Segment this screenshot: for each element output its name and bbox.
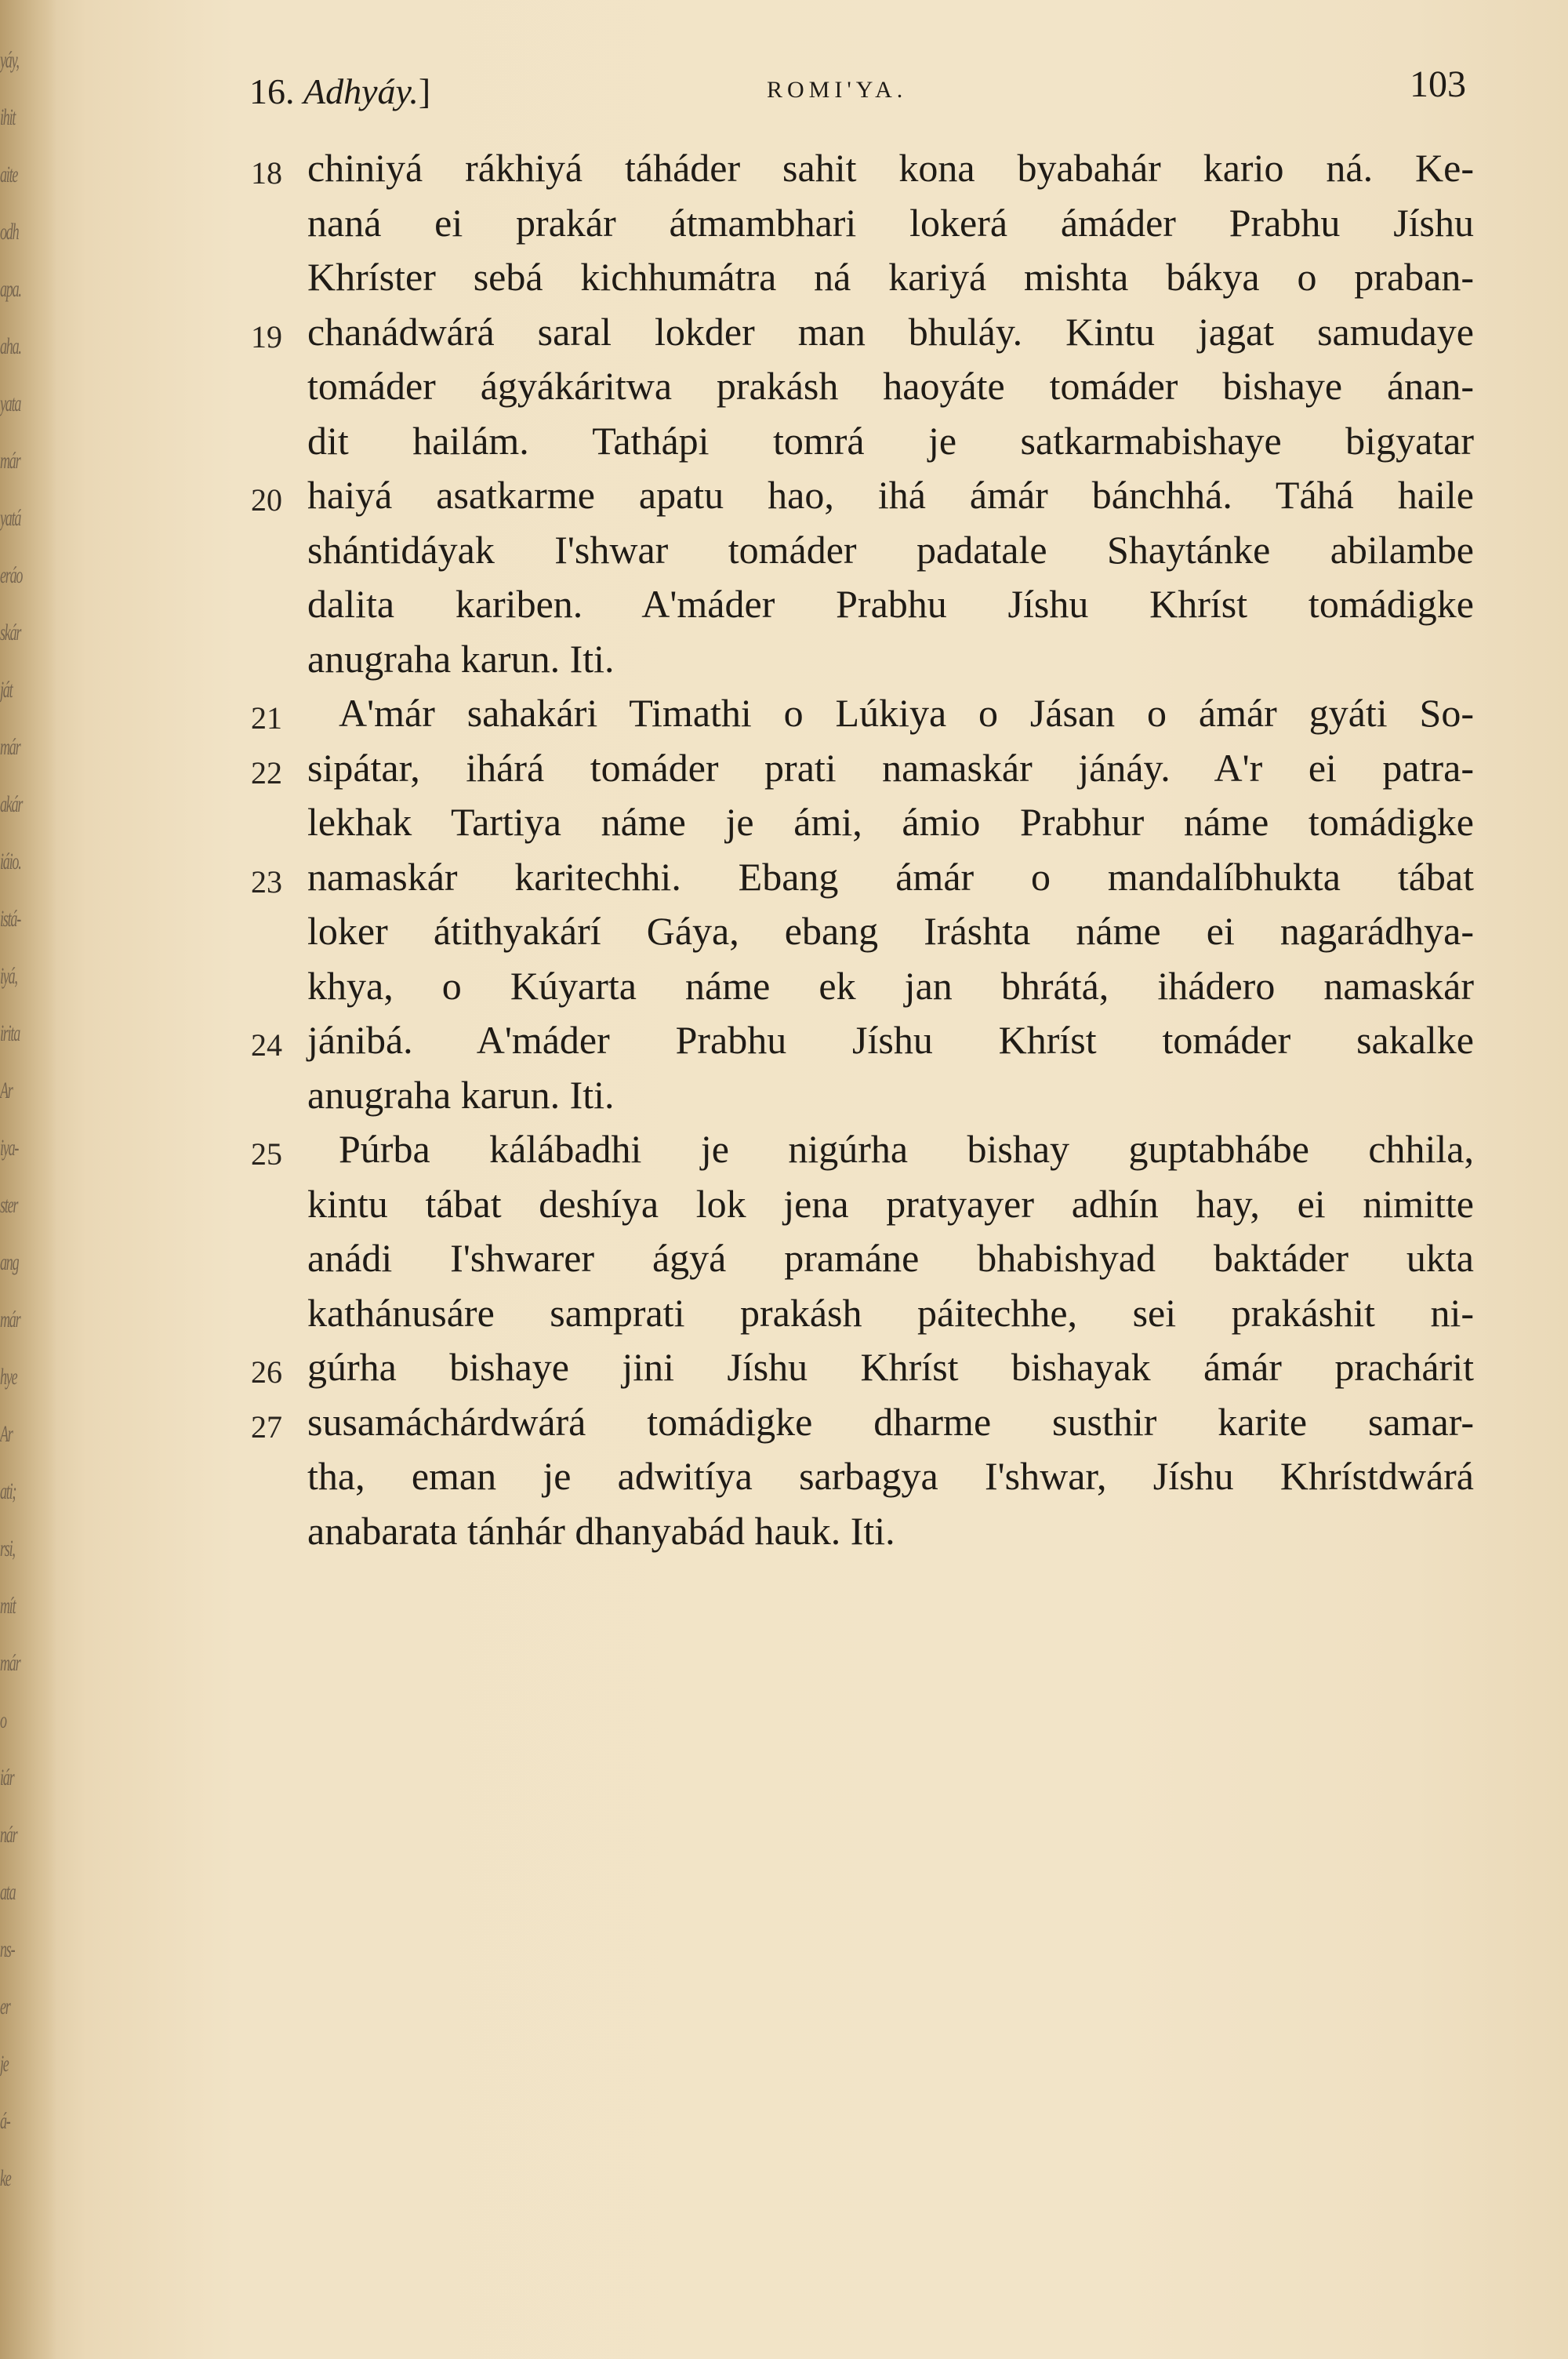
facing-page-fragment: aha. bbox=[0, 333, 21, 359]
facing-page-fragment: iáio. bbox=[0, 849, 21, 874]
text-line bbox=[251, 850, 1474, 905]
facing-page-fragment: o bbox=[0, 1707, 6, 1733]
facing-page-fragment: yatá bbox=[0, 505, 21, 531]
facing-page-fragment: ang bbox=[0, 1249, 19, 1275]
verse-number: 22 bbox=[251, 754, 282, 791]
line-text: tha, eman je adwitíya sarbagya I'shwar, Jíshu Khrístdwárá bbox=[307, 1454, 1474, 1498]
line-text: chanádwárá saral lokder man bhuláy. Kintu jagat samudaye bbox=[307, 309, 1474, 354]
body-text bbox=[251, 141, 1474, 1558]
line-text: Púrba kálábadhi je nigúrha bishay guptabhábe chhila, bbox=[339, 1127, 1474, 1171]
verse-number: 26 bbox=[251, 1354, 282, 1390]
text-line bbox=[251, 1122, 1474, 1177]
text-line bbox=[251, 741, 1474, 796]
text-line bbox=[251, 468, 1474, 523]
page-number: 103 bbox=[1410, 64, 1466, 105]
line-text: A'már sahakári Timathi o Lúkiya o Jásan o ámár gyáti So- bbox=[339, 691, 1474, 735]
verse-number: 19 bbox=[251, 318, 282, 354]
facing-page-fragment: ns- bbox=[0, 1936, 15, 1962]
facing-page-fragment: már bbox=[0, 1307, 20, 1332]
facing-page-fragment: ster bbox=[0, 1192, 18, 1218]
line-text: sipátar, ihárá tomáder prati namaskár jánáy. A'r ei patra- bbox=[307, 745, 1474, 790]
line-text: gúrha bishaye jini Jíshu Khríst bishayak ámár prachárit bbox=[307, 1345, 1474, 1389]
facing-page-fragment: yáy, bbox=[0, 47, 19, 73]
facing-page-fragment: már bbox=[0, 448, 20, 474]
facing-page-fragment: ihit bbox=[0, 104, 16, 130]
facing-page-fragment: irita bbox=[0, 1020, 20, 1046]
text-line bbox=[251, 196, 1474, 251]
facing-page-fragment: aite bbox=[0, 162, 18, 187]
text-line bbox=[251, 250, 1474, 305]
text-line bbox=[251, 1395, 1474, 1450]
text-line bbox=[251, 795, 1474, 850]
line-text: anugraha karun. Iti. bbox=[307, 636, 615, 681]
text-line bbox=[251, 523, 1474, 578]
facing-page-fragment: ati; bbox=[0, 1478, 16, 1504]
verse-number: 23 bbox=[251, 863, 282, 900]
line-text: kintu tábat deshíya lok jena pratyayer adhín hay, ei nimitte bbox=[307, 1181, 1474, 1226]
facing-page-fragment: hye bbox=[0, 1364, 17, 1390]
text-line bbox=[251, 359, 1474, 414]
facing-page-fragment: iyá, bbox=[0, 963, 17, 989]
facing-page-fragment: á- bbox=[0, 2108, 10, 2134]
line-text: jánibá. A'máder Prabhu Jíshu Khríst tomáder sakalke bbox=[307, 1018, 1474, 1062]
verse-number: 21 bbox=[251, 700, 282, 736]
facing-page-fragment: er bbox=[0, 1994, 10, 2019]
line-text: susamáchárdwárá tomádigke dharme susthir karite samar- bbox=[307, 1399, 1474, 1444]
text-line bbox=[251, 1286, 1474, 1341]
text-line bbox=[251, 1231, 1474, 1286]
running-header bbox=[249, 63, 1466, 125]
text-line bbox=[251, 1340, 1474, 1395]
facing-page-fragment: iya- bbox=[0, 1135, 19, 1161]
facing-page-fragment: már bbox=[0, 734, 20, 760]
facing-page-fragment: akár bbox=[0, 791, 23, 817]
text-line bbox=[251, 577, 1474, 632]
facing-page-fragment: je bbox=[0, 2051, 9, 2077]
line-text: naná ei prakár átmambhari lokerá ámáder Prabhu Jíshu bbox=[307, 200, 1474, 245]
facing-page-edge bbox=[0, 0, 56, 2359]
text-line bbox=[251, 305, 1474, 360]
text-line bbox=[251, 1177, 1474, 1232]
facing-page-fragment: iár bbox=[0, 1765, 14, 1790]
running-title: ROMI'YA. bbox=[767, 77, 908, 103]
facing-page-fragment: mít bbox=[0, 1593, 16, 1619]
facing-page-fragment: yata bbox=[0, 391, 21, 416]
facing-page-fragment: eráo bbox=[0, 562, 23, 588]
text-line bbox=[251, 959, 1474, 1014]
line-text: anugraha karun. Iti. bbox=[307, 1072, 615, 1117]
line-text: kathánusáre samprati prakásh páitechhe, sei prakáshit ni- bbox=[307, 1290, 1474, 1335]
facing-page-fragment: nár bbox=[0, 1822, 17, 1848]
line-text: anabarata tánhár dhanyabád hauk. Iti. bbox=[307, 1508, 895, 1553]
text-line bbox=[251, 1013, 1474, 1068]
text-line bbox=[251, 141, 1474, 196]
verse-number: 20 bbox=[251, 482, 282, 518]
text-line bbox=[251, 904, 1474, 959]
line-text: chiniyá rákhiyá táháder sahit kona byabahár kario ná. Ke- bbox=[307, 146, 1474, 190]
verse-number: 18 bbox=[251, 155, 282, 191]
verse-number: 25 bbox=[251, 1136, 282, 1172]
line-text: dit hailám. Tathápi tomrá je satkarmabishaye bigyatar bbox=[307, 418, 1474, 463]
chapter-heading bbox=[249, 71, 430, 112]
text-line bbox=[251, 1504, 1474, 1559]
line-text: haiyá asatkarme apatu hao, ihá ámár bánchhá. Táhá haile bbox=[307, 473, 1474, 517]
verse-number: 24 bbox=[251, 1027, 282, 1063]
chapter-bracket: ] bbox=[418, 71, 431, 111]
line-text: tomáder ágyákáritwa prakásh haoyáte tomáder bishaye ánan- bbox=[307, 364, 1474, 408]
facing-page-fragment: skár bbox=[0, 620, 21, 645]
line-text: loker átithyakárí Gáya, ebang Iráshta náme ei nagarádhya- bbox=[307, 909, 1474, 953]
line-text: khya, o Kúyarta náme ek jan bhrátá, ihádero namaskár bbox=[307, 963, 1474, 1008]
facing-page-fragment: ját bbox=[0, 677, 13, 703]
verse-number: 27 bbox=[251, 1408, 282, 1445]
line-text: shántidáyak I'shwar tomáder padatale Shaytánke abilambe bbox=[307, 527, 1474, 572]
line-text: namaskár karitechhi. Ebang ámár o mandalíbhukta tábat bbox=[307, 854, 1474, 899]
text-line bbox=[251, 1449, 1474, 1504]
line-text: anádi I'shwarer ágyá pramáne bhabishyad baktáder ukta bbox=[307, 1236, 1474, 1280]
text-line bbox=[251, 686, 1474, 741]
facing-page-fragment: odh bbox=[0, 219, 19, 245]
facing-page-fragment: istá- bbox=[0, 906, 21, 932]
facing-page-fragment: Ar bbox=[0, 1421, 13, 1447]
text-line bbox=[251, 1068, 1474, 1123]
chapter-number: 16. bbox=[249, 71, 295, 111]
facing-page-fragment: Ar bbox=[0, 1078, 13, 1103]
chapter-word: Adhyáy. bbox=[303, 71, 419, 111]
facing-page-fragment: már bbox=[0, 1650, 20, 1676]
facing-page-fragment: ke bbox=[0, 2165, 11, 2191]
facing-page-fragment: ata bbox=[0, 1879, 16, 1905]
line-text: lekhak Tartiya náme je ámi, ámio Prabhur náme tomádigke bbox=[307, 800, 1474, 844]
facing-page-fragment: apa. bbox=[0, 276, 21, 302]
line-text: Khríster sebá kichhumátra ná kariyá mishta bákya o praban- bbox=[307, 255, 1474, 299]
text-line bbox=[251, 414, 1474, 469]
text-line bbox=[251, 632, 1474, 687]
line-text: dalita kariben. A'máder Prabhu Jíshu Khríst tomádigke bbox=[307, 582, 1474, 626]
facing-page-fragment: rsi, bbox=[0, 1536, 15, 1561]
